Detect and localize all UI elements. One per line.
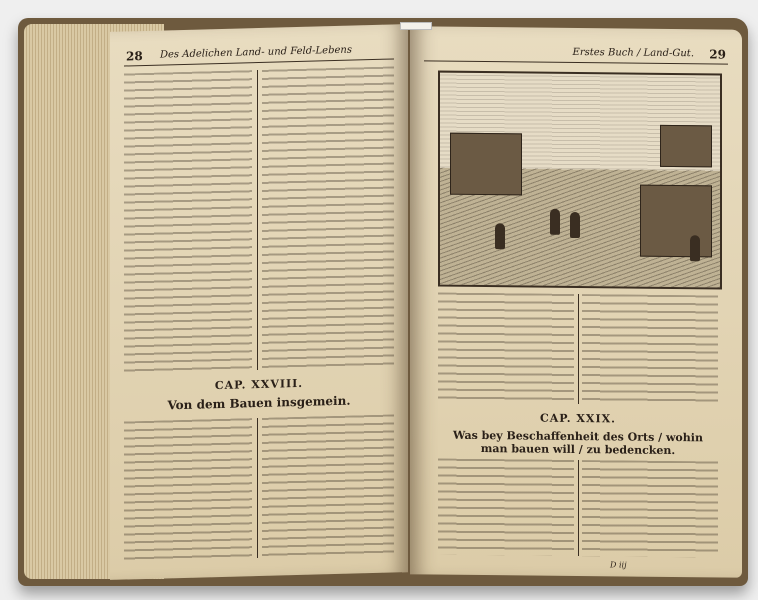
left-page bbox=[110, 24, 408, 580]
left-chapter-heading: Von dem Bauen insgemein. bbox=[167, 393, 351, 413]
book bbox=[18, 18, 748, 586]
figure bbox=[570, 212, 580, 238]
right-page-number: 29 bbox=[709, 47, 726, 62]
column-rule bbox=[578, 460, 579, 556]
right-chapter-marker: CAP. XXIX. bbox=[540, 411, 616, 426]
column-rule bbox=[578, 294, 579, 404]
left-running-head bbox=[124, 42, 394, 66]
building bbox=[660, 125, 712, 168]
left-text-column-3 bbox=[124, 418, 252, 561]
right-text-column-4 bbox=[582, 460, 718, 557]
right-chapter-heading: Was bey Beschaffenheit des Orts / wohin man bauen will / zu bedencken. bbox=[453, 428, 703, 458]
right-head-title: Erstes Buch / Land-Gut. bbox=[572, 46, 694, 60]
left-page-number: 28 bbox=[126, 49, 143, 64]
building bbox=[640, 185, 712, 258]
figure bbox=[550, 209, 560, 235]
right-text-column-3 bbox=[438, 459, 574, 556]
left-chapter-marker: CAP. XXVIII. bbox=[214, 376, 304, 393]
figure bbox=[690, 235, 700, 261]
right-text-column-2 bbox=[582, 294, 718, 405]
left-text-column-4 bbox=[262, 414, 394, 557]
signature-mark: D iij bbox=[610, 560, 627, 570]
engraving-illustration bbox=[438, 71, 722, 290]
left-text-column-2 bbox=[262, 66, 394, 369]
paper-tab bbox=[400, 22, 432, 30]
left-text-column-1 bbox=[124, 70, 252, 373]
right-page bbox=[410, 26, 742, 577]
figure bbox=[495, 223, 505, 249]
right-text-column-1 bbox=[438, 293, 574, 404]
left-head-title: Des Adelichen Land- und Feld-Lebens bbox=[160, 44, 352, 61]
column-rule bbox=[257, 418, 258, 558]
building bbox=[450, 133, 522, 196]
column-rule bbox=[257, 70, 258, 370]
right-running-head bbox=[424, 44, 728, 64]
